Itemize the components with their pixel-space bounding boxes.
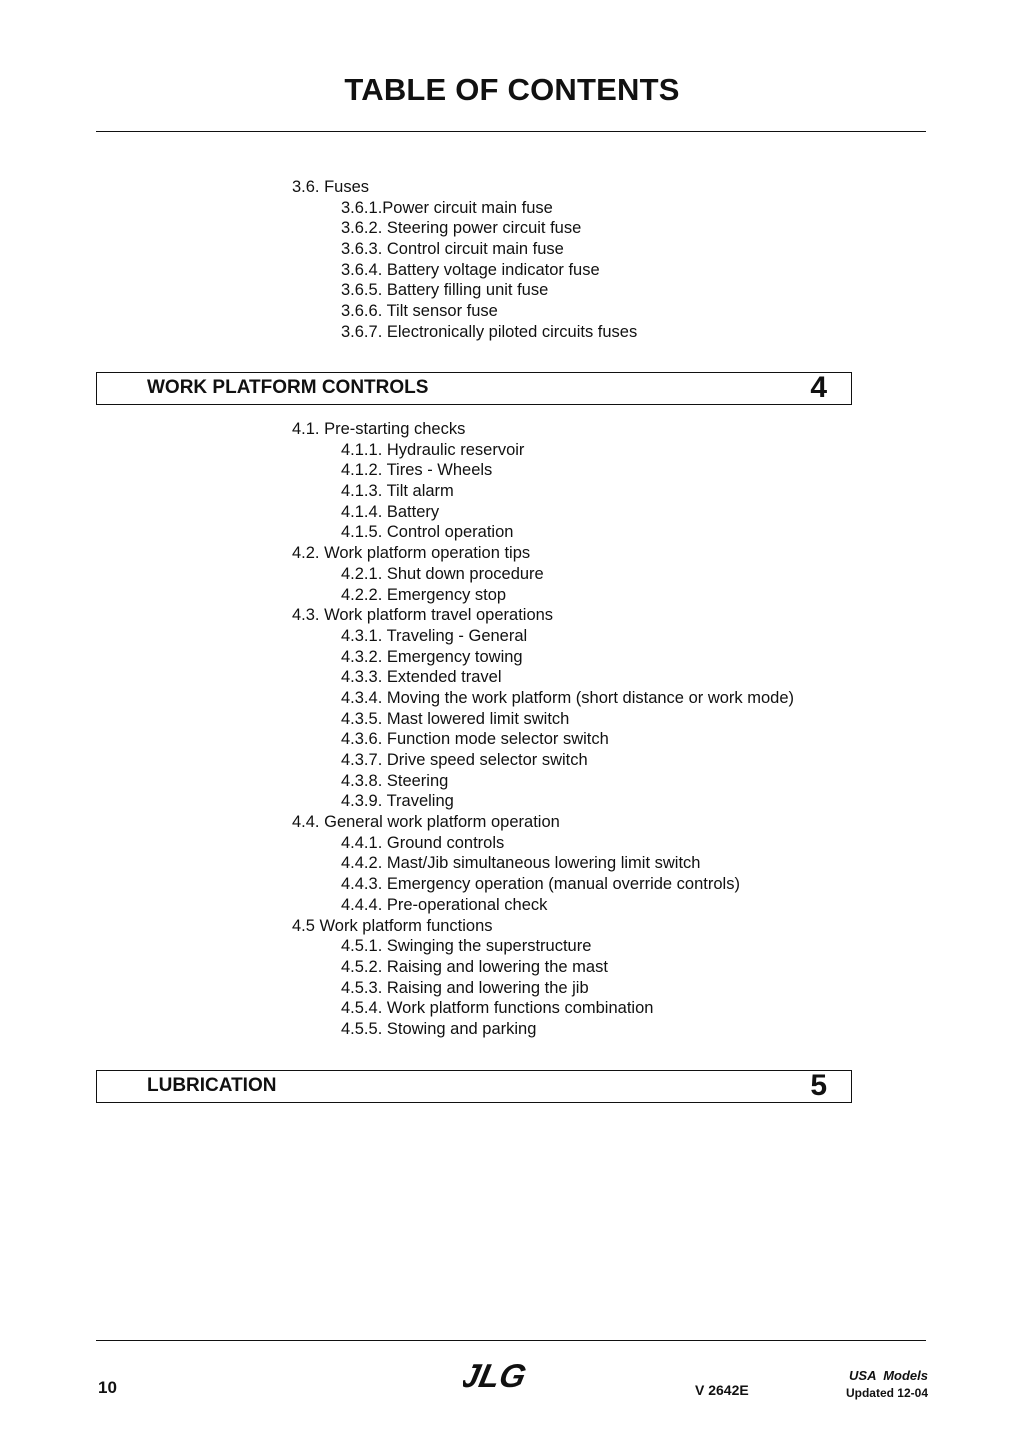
model-number: V 2642E: [695, 1382, 749, 1398]
toc-subentry: 3.6.4. Battery voltage indicator fuse: [341, 260, 600, 279]
section-title: WORK PLATFORM CONTROLS: [147, 377, 429, 398]
jlg-logo: [463, 1359, 559, 1398]
toc-subentry: 4.4.3. Emergency operation (manual override controls): [341, 875, 740, 894]
toc-subentry: 4.5.3. Raising and lowering the jib: [341, 978, 589, 997]
toc-entry: 4.4. General work platform operation: [292, 813, 560, 832]
toc-list-work-platform-controls: [292, 419, 912, 1040]
updated-label: Updated 12-04: [845, 1386, 928, 1400]
toc-subentry: 3.6.3. Control circuit main fuse: [341, 240, 564, 259]
toc-entry: 4.5 Work platform functions: [292, 916, 493, 935]
section-number: 4: [810, 371, 827, 404]
toc-subentry: 4.4.1. Ground controls: [341, 833, 505, 852]
page-number: 10: [98, 1378, 117, 1397]
toc-subentry: 4.5.1. Swinging the superstructure: [341, 937, 592, 956]
region-label: USA Models: [849, 1368, 928, 1383]
toc-subentry: 4.4.2. Mast/Jib simultaneous lowering limit switch: [341, 854, 701, 873]
toc-subentry: 4.1.3. Tilt alarm: [341, 482, 454, 501]
toc-subentry: 3.6.2. Steering power circuit fuse: [341, 219, 582, 238]
section-number: 5: [810, 1069, 827, 1102]
toc-subentry: 4.3.5. Mast lowered limit switch: [341, 709, 570, 728]
section-header-work-platform-controls: [96, 372, 852, 405]
toc-list-fuses: [292, 177, 912, 343]
footer-divider: [96, 1340, 926, 1341]
toc-entry: 4.3. Work platform travel operations: [292, 606, 554, 625]
toc-entry: 4.2. Work platform operation tips: [292, 544, 531, 563]
toc-subentry: 3.6.1.Power circuit main fuse: [341, 198, 553, 217]
toc-subentry: 4.3.2. Emergency towing: [341, 647, 523, 666]
toc-subentry: 3.6.5. Battery filling unit fuse: [341, 281, 549, 300]
page-title: TABLE OF CONTENTS: [344, 72, 680, 107]
toc-subentry: 4.3.8. Steering: [341, 771, 449, 790]
toc-subentry: 4.3.3. Extended travel: [341, 668, 502, 687]
section-header-lubrication: [96, 1070, 852, 1103]
toc-subentry: 4.3.7. Drive speed selector switch: [341, 751, 588, 769]
toc-subentry: 4.2.2. Emergency stop: [341, 585, 507, 604]
toc-entry: 3.6. Fuses: [292, 178, 370, 196]
toc-entry: 4.1. Pre-starting checks: [292, 420, 466, 438]
toc-subentry: 4.5.4. Work platform functions combination: [341, 999, 654, 1018]
jlg-logo-icon: [463, 1359, 559, 1393]
toc-subentry: 4.3.9. Traveling: [341, 792, 454, 811]
toc-subentry: 4.3.4. Moving the work platform (short distance or work mode): [341, 688, 795, 707]
toc-subentry: 4.1.4. Battery: [341, 502, 440, 521]
toc-subentry: 4.3.1. Traveling - General: [341, 626, 528, 645]
toc-subentry: 4.1.1. Hydraulic reservoir: [341, 440, 525, 459]
header-divider: [96, 131, 926, 132]
toc-subentry: 4.5.5. Stowing and parking: [341, 1019, 537, 1038]
toc-subentry: 3.6.7. Electronically piloted circuits fuses: [341, 322, 638, 341]
toc-subentry: 4.2.1. Shut down procedure: [341, 564, 544, 583]
toc-subentry: 4.1.5. Control operation: [341, 523, 514, 542]
toc-subentry: 3.6.6. Tilt sensor fuse: [341, 302, 498, 321]
jlg-logo-text: JLG: [463, 1359, 530, 1393]
toc-subentry: 4.1.2. Tires - Wheels: [341, 461, 493, 480]
toc-subentry: 4.4.4. Pre-operational check: [341, 895, 548, 914]
toc-subentry: 4.3.6. Function mode selector switch: [341, 730, 609, 749]
toc-subentry: 4.5.2. Raising and lowering the mast: [341, 957, 608, 976]
section-title: LUBRICATION: [147, 1075, 277, 1096]
